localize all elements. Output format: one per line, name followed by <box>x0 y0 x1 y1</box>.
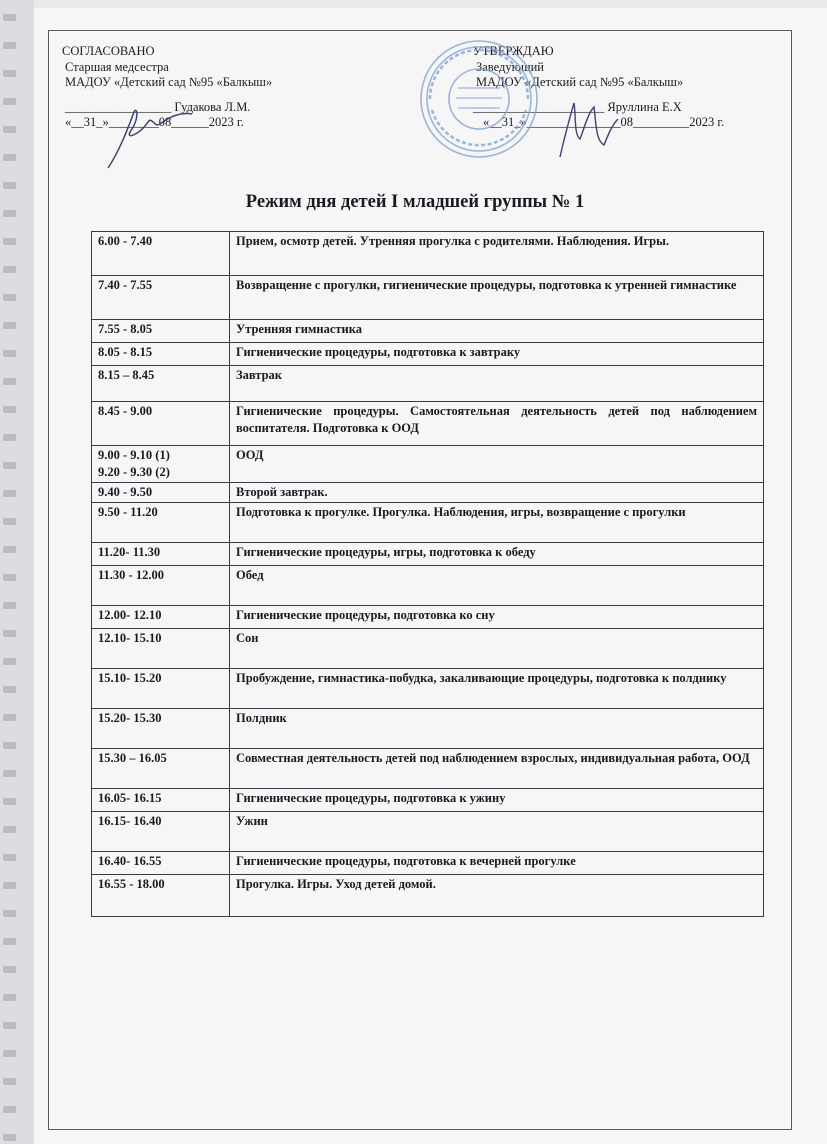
schedule-row <box>92 503 764 543</box>
time-cell: 7.55 - 8.05 <box>92 320 230 343</box>
time-cell: 6.00 - 7.40 <box>92 232 230 276</box>
activity-cell: Совместная деятельность детей под наблюдением взрослых, индивидуальная работа, ООД <box>230 749 764 789</box>
binder-hole <box>3 798 16 805</box>
binder-hole <box>3 406 16 413</box>
schedule-row <box>92 483 764 503</box>
binder-hole <box>3 602 16 609</box>
activity-cell: Прогулка. Игры. Уход детей домой. <box>230 875 764 917</box>
activity-cell: Прием, осмотр детей. Утренняя прогулка с родителями. Наблюдения. Игры. <box>230 232 764 276</box>
nurse-position: Старшая медсестра <box>65 59 169 74</box>
binder-hole <box>3 126 16 133</box>
nurse-signature-icon <box>100 98 230 178</box>
binder-hole <box>3 630 16 637</box>
time-cell: 8.05 - 8.15 <box>92 343 230 366</box>
binder-hole <box>3 994 16 1001</box>
activity-cell: Гигиенические процедуры. Самостоятельная деятельность детей под наблюдением воспитателя. Подготовка к ООД <box>230 402 764 446</box>
binder-hole <box>3 658 16 665</box>
activity-cell: Сон <box>230 629 764 669</box>
daily-schedule-table <box>91 231 764 917</box>
binder-hole <box>3 1106 16 1113</box>
binder-hole <box>3 378 16 385</box>
binder-strip <box>0 0 34 1144</box>
binder-hole <box>3 714 16 721</box>
schedule-row <box>92 749 764 789</box>
left-date: «__31_»________08______2023 г. <box>65 115 244 129</box>
schedule-row <box>92 709 764 749</box>
activity-cell: Ужин <box>230 812 764 852</box>
schedule-row <box>92 343 764 366</box>
binder-hole <box>3 434 16 441</box>
binder-hole <box>3 350 16 357</box>
binder-hole <box>3 1050 16 1057</box>
binder-hole <box>3 770 16 777</box>
schedule-row <box>92 629 764 669</box>
time-cell: 12.10- 15.10 <box>92 629 230 669</box>
time-cell: 15.10- 15.20 <box>92 669 230 709</box>
head-signature-icon <box>548 95 628 165</box>
schedule-row <box>92 543 764 566</box>
time-cell: 16.15- 16.40 <box>92 812 230 852</box>
activity-cell: Обед <box>230 566 764 606</box>
organization-name: МАДОУ «Детский сад №95 «Балкыш» <box>65 75 273 89</box>
activity-cell: Подготовка к прогулке. Прогулка. Наблюдения, игры, возвращение с прогулки <box>230 503 764 543</box>
binder-hole <box>3 266 16 273</box>
activity-cell: Пробуждение, гимнастика-побудка, закаливающие процедуры, подготовка к полднику <box>230 669 764 709</box>
binder-hole <box>3 182 16 189</box>
binder-hole <box>3 294 16 301</box>
activity-cell: Гигиенические процедуры, подготовка к завтраку <box>230 343 764 366</box>
schedule-row <box>92 276 764 320</box>
schedule-row <box>92 232 764 276</box>
time-cell: 11.20- 11.30 <box>92 543 230 566</box>
schedule-row <box>92 402 764 446</box>
schedule-row <box>92 875 764 917</box>
right-date: «__31_»_______________08_________2023 г. <box>483 115 725 129</box>
binder-hole <box>3 98 16 105</box>
time-cell: 16.05- 16.15 <box>92 789 230 812</box>
schedule-row <box>92 852 764 875</box>
binder-hole <box>3 518 16 525</box>
schedule-row <box>92 320 764 343</box>
binder-hole <box>3 154 16 161</box>
binder-hole <box>3 574 16 581</box>
binder-hole <box>3 826 16 833</box>
binder-hole <box>3 238 16 245</box>
page-title: Режим дня детей I младшей группы № 1 <box>245 192 585 212</box>
binder-hole <box>3 1078 16 1085</box>
binder-hole <box>3 742 16 749</box>
binder-hole <box>3 462 16 469</box>
binder-hole <box>3 546 16 553</box>
time-cell: 9.50 - 11.20 <box>92 503 230 543</box>
time-cell: 16.40- 16.55 <box>92 852 230 875</box>
binder-hole <box>3 1022 16 1029</box>
time-cell: 15.20- 15.30 <box>92 709 230 749</box>
schedule-row <box>92 566 764 606</box>
time-cell: 8.15 – 8.45 <box>92 366 230 402</box>
activity-cell: Гигиенические процедуры, подготовка к ужину <box>230 789 764 812</box>
binder-hole <box>3 70 16 77</box>
binder-hole <box>3 854 16 861</box>
activity-cell: Завтрак <box>230 366 764 402</box>
head-signature-line: _____________________ Яруллина Е.Х <box>473 99 682 114</box>
organization-name: МАДОУ «Детский сад №95 «Балкыш» <box>476 75 684 89</box>
seal-stamp-icon <box>418 38 540 160</box>
schedule-row <box>92 789 764 812</box>
time-cell: 15.30 – 16.05 <box>92 749 230 789</box>
approved-heading: СОГЛАСОВАНО <box>62 44 155 58</box>
time-cell: 11.30 - 12.00 <box>92 566 230 606</box>
schedule-row <box>92 366 764 402</box>
binder-hole <box>3 686 16 693</box>
activity-cell: ООД <box>230 446 764 483</box>
binder-hole <box>3 490 16 497</box>
schedule-row <box>92 669 764 709</box>
binder-hole <box>3 966 16 973</box>
time-cell: 9.40 - 9.50 <box>92 483 230 503</box>
activity-cell: Полдник <box>230 709 764 749</box>
activity-cell: Гигиенические процедуры, подготовка ко сну <box>230 606 764 629</box>
binder-hole <box>3 210 16 217</box>
binder-hole <box>3 938 16 945</box>
schedule-row <box>92 812 764 852</box>
approve-heading: УТВЕРЖДАЮ <box>473 44 554 58</box>
activity-cell: Второй завтрак. <box>230 483 764 503</box>
binder-hole <box>3 322 16 329</box>
time-cell: 9.00 - 9.10 (1) 9.20 - 9.30 (2) <box>92 446 230 483</box>
nurse-signature-line: _________________ Гудакова Л.М. <box>65 99 251 114</box>
binder-hole <box>3 1134 16 1141</box>
schedule-row <box>92 446 764 483</box>
activity-cell: Утренняя гимнастика <box>230 320 764 343</box>
binder-hole <box>3 42 16 49</box>
binder-hole <box>3 910 16 917</box>
head-position: Заведующий <box>476 59 544 74</box>
activity-cell: Гигиенические процедуры, игры, подготовка к обеду <box>230 543 764 566</box>
activity-cell: Гигиенические процедуры, подготовка к вечерней прогулке <box>230 852 764 875</box>
schedule-row <box>92 606 764 629</box>
binder-hole <box>3 882 16 889</box>
time-cell: 12.00- 12.10 <box>92 606 230 629</box>
time-cell: 16.55 - 18.00 <box>92 875 230 917</box>
binder-hole <box>3 14 16 21</box>
time-cell: 8.45 - 9.00 <box>92 402 230 446</box>
activity-cell: Возвращение с прогулки, гигиенические процедуры, подготовка к утренней гимнастике <box>230 276 764 320</box>
time-cell: 7.40 - 7.55 <box>92 276 230 320</box>
